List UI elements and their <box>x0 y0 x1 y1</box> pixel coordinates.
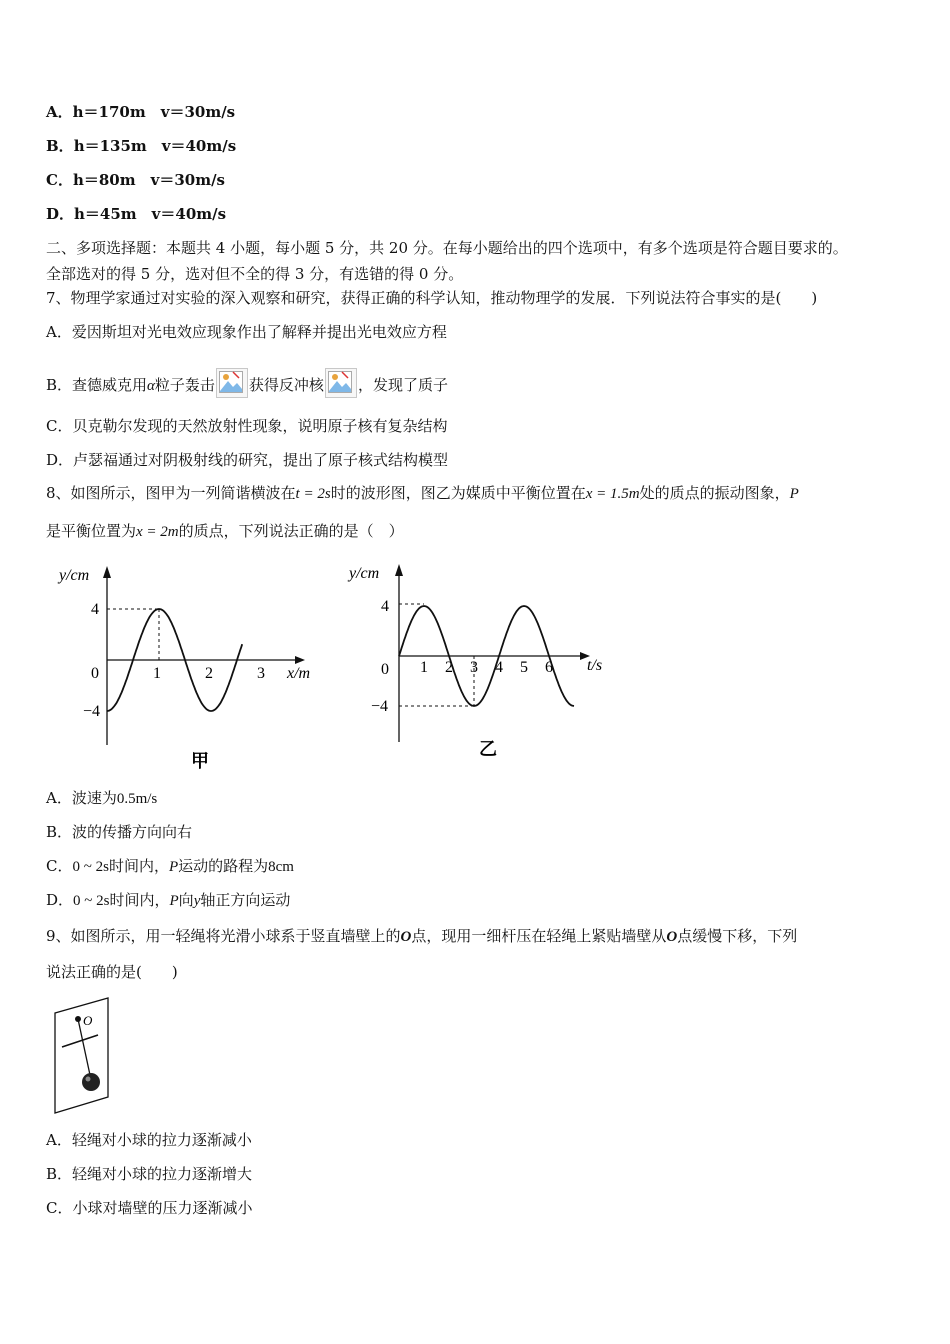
wall-ball-figure <box>50 995 115 1120</box>
q6-option-d: D．h＝45m v＝40m/s <box>46 205 227 223</box>
wave-graph-jia <box>55 560 325 775</box>
y-axis-label: y/cm <box>59 567 90 584</box>
q8-stem-line2: 是平衡位置为x = 2m的质点，下列说法正确的是（ ） <box>46 522 404 540</box>
q7-option-b: B．查德威克用α粒子轰击 获得反冲核 ，发现了质子 <box>46 368 448 398</box>
tick-t-4: 4 <box>495 659 503 676</box>
q7-option-c: C．贝克勒尔发现的天然放射性现象，说明原子核有复杂结构 <box>46 417 448 435</box>
q8-option-d: D．0 ~ 2s时间内，P向y轴正方向运动 <box>46 891 291 909</box>
graph-caption: 乙 <box>479 739 497 759</box>
tick-t-1: 1 <box>420 659 428 676</box>
tick-t-3: 3 <box>470 659 478 676</box>
q7-option-d: D．卢瑟福通过对阴极射线的研究，提出了原子核式结构模型 <box>46 451 449 469</box>
tick-y-neg: −4 <box>371 698 389 715</box>
tick-t-6: 6 <box>545 659 553 676</box>
tick-t-5: 5 <box>520 659 528 676</box>
q9-option-a: A．轻绳对小球的拉力逐渐减小 <box>46 1131 252 1149</box>
section2-line1: 二、多项选择题：本题共 4 小题，每小题 5 分，共 20 分。在每小题给出的四个选项中，有多个选项是符合题目要求的。 <box>46 239 848 257</box>
vibration-graph-yi <box>345 560 620 765</box>
tick-x-3: 3 <box>257 665 265 682</box>
ball <box>82 1073 100 1091</box>
wall-panel <box>55 998 108 1113</box>
broken-image-icon <box>216 368 248 398</box>
broken-image-icon <box>325 368 357 398</box>
x-axis-label: x/m <box>287 665 311 682</box>
tick-origin: 0 <box>91 665 99 682</box>
q8-option-b: B．波的传播方向向右 <box>46 823 193 841</box>
tick-y-pos: 4 <box>381 598 389 615</box>
tick-x-1: 1 <box>153 665 161 682</box>
y-axis-label: y/cm <box>349 565 380 582</box>
q9-option-c: C．小球对墙壁的压力逐渐减小 <box>46 1199 253 1217</box>
tick-x-2: 2 <box>205 665 213 682</box>
t-axis-label: t/s <box>587 657 603 674</box>
point-o-label: O <box>83 1013 93 1028</box>
q8-option-c: C．0 ~ 2s时间内，P运动的路程为8cm <box>46 857 294 875</box>
q7-stem: 7、物理学家通过对实验的深入观察和研究，获得正确的科学认知，推动物理学的发展．下列说法符合事实的是( ) <box>46 289 818 307</box>
q8-option-a: A．波速为0.5m/s <box>46 789 158 807</box>
tick-y-neg: −4 <box>83 703 101 720</box>
tick-origin: 0 <box>381 661 389 678</box>
q9-option-b: B．轻绳对小球的拉力逐渐增大 <box>46 1165 253 1183</box>
graph-caption: 甲 <box>191 751 209 771</box>
q9-stem-line1: 9、如图所示，用一轻绳将光滑小球系于竖直墙壁上的O点，现用一细杆压在轻绳上紧贴墙壁从O点缓慢下移，下列 <box>46 927 798 945</box>
q9-stem-line2: 说法正确的是( ) <box>46 963 178 981</box>
tick-y-pos: 4 <box>91 601 99 618</box>
section2-line2: 全部选对的得 5 分，选对但不全的得 3 分，有选错的得 0 分。 <box>46 265 464 283</box>
q6-option-b: B．h＝135m v＝40m/s <box>46 137 237 155</box>
q8-stem-line1: 8、如图所示，图甲为一列简谐横波在t = 2s时的波形图，图乙为媒质中平衡位置在x = 1.5m处的质点的振动图象，P <box>46 484 799 502</box>
q7-option-a: A．爱因斯坦对光电效应现象作出了解释并提出光电效应方程 <box>46 323 447 341</box>
q6-option-c: C．h＝80m v＝30m/s <box>46 171 225 189</box>
tick-t-2: 2 <box>445 659 453 676</box>
q6-option-a: A．h＝170m v＝30m/s <box>46 103 236 121</box>
rod <box>62 1035 98 1047</box>
